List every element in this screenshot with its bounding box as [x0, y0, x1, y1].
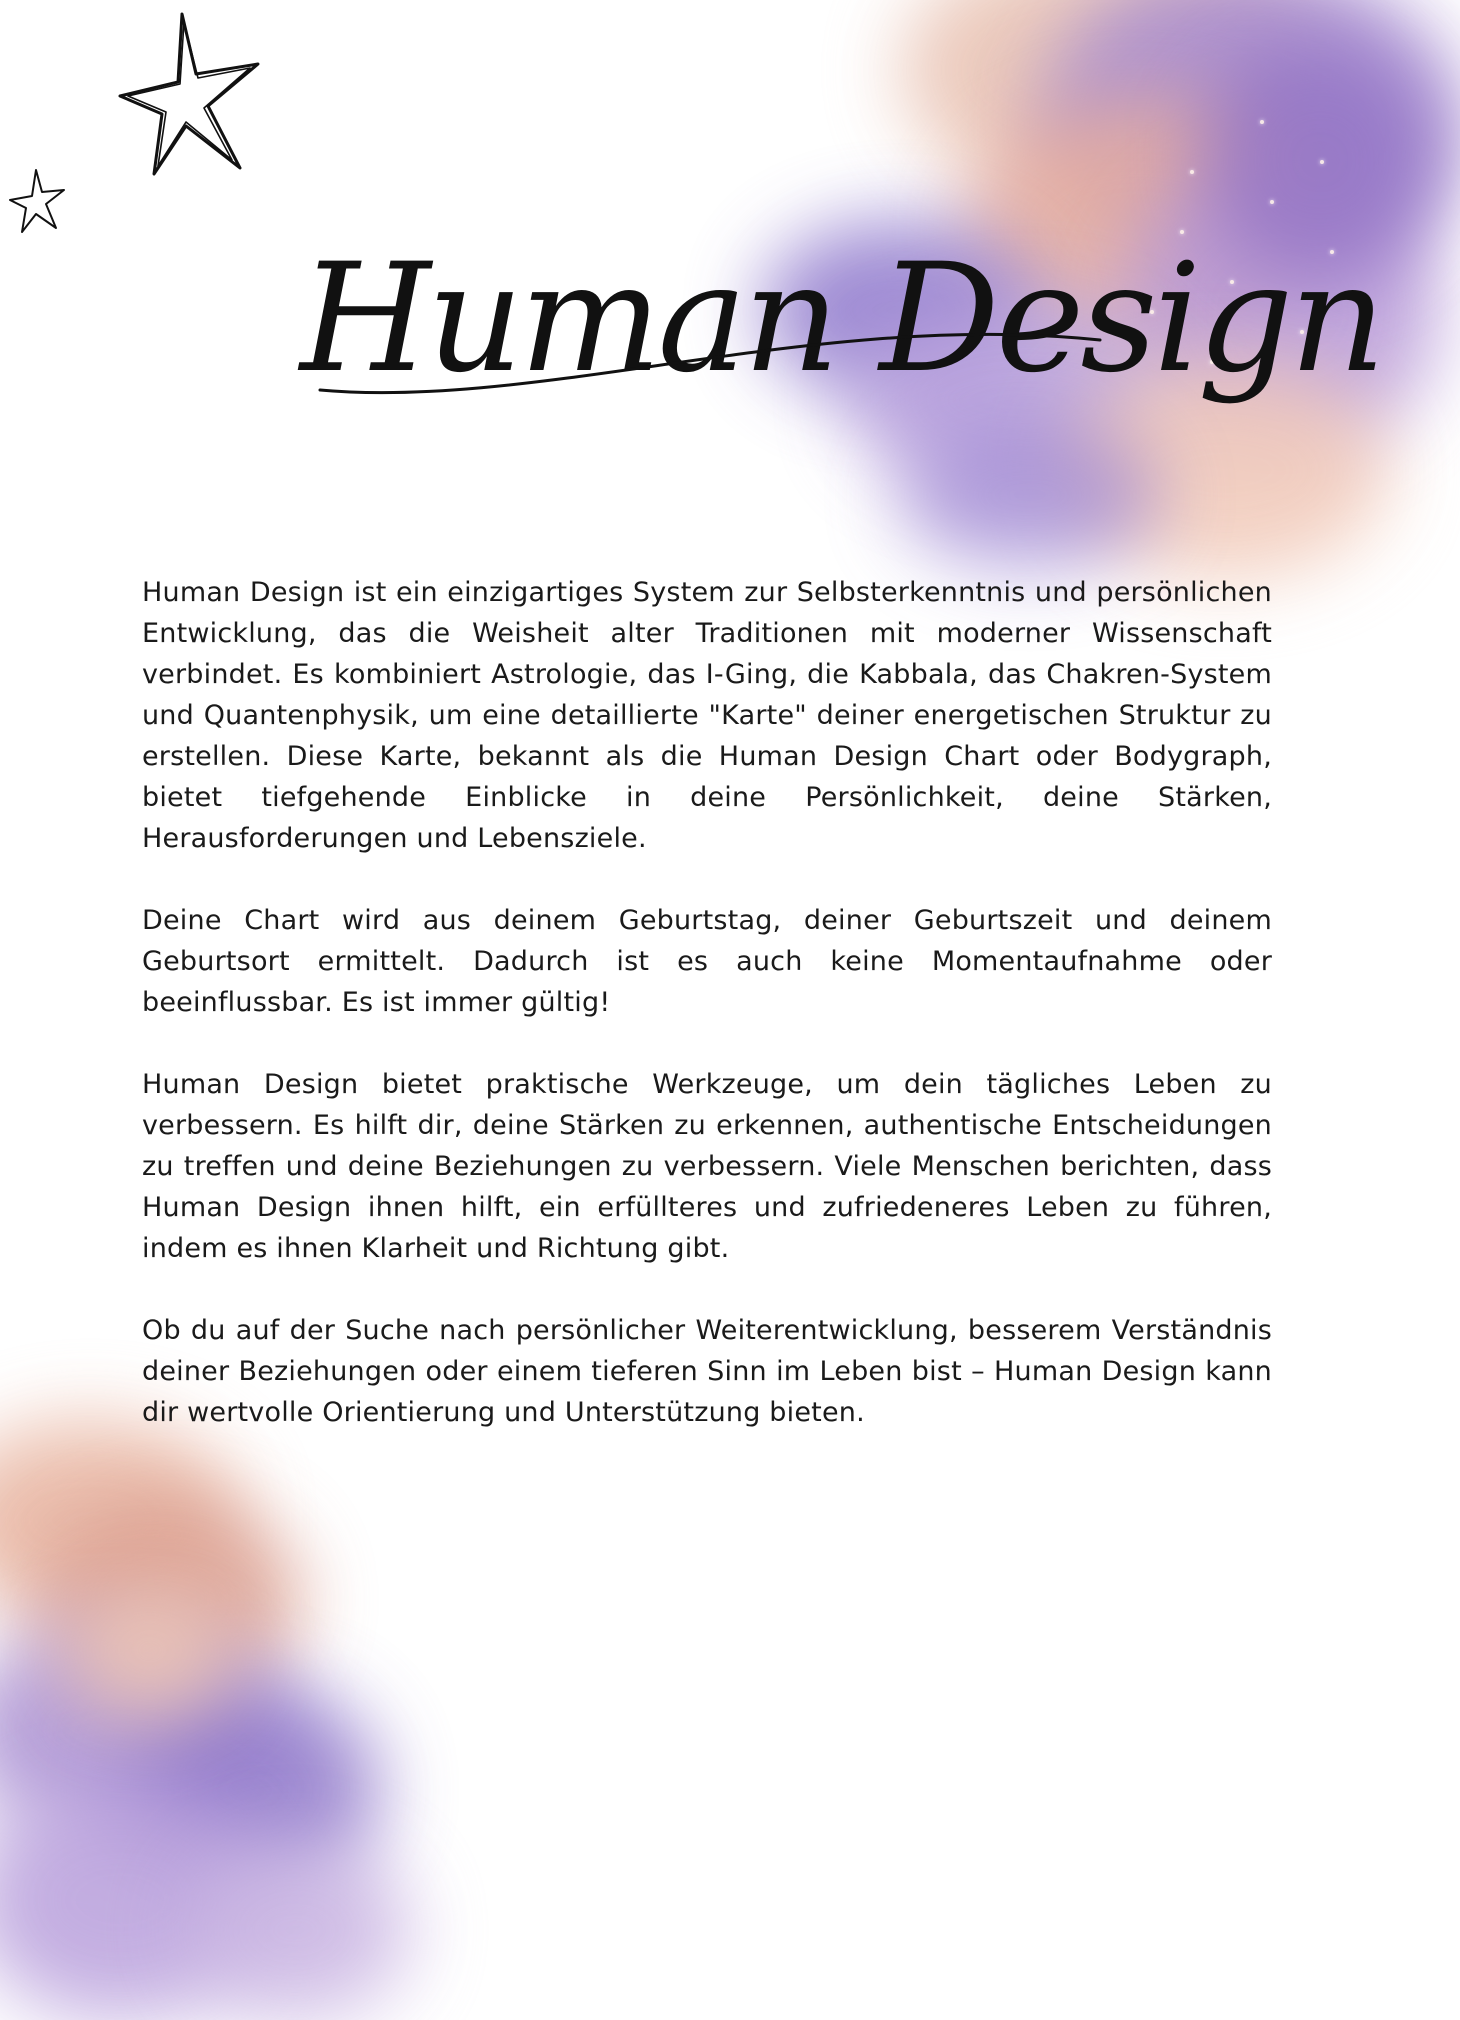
paragraph-benefits: Human Design bietet praktische Werkzeuge, um dein tägliches Leben zu verbessern. Es hilft dir, deine Stärken zu erkennen, authentische Entscheidungen zu treffen und deine Beziehungen zu verbessern. Viele Menschen berichten, dass Human Design ihnen hilft, ein erfüllteres und zufriedeneres Leben zu führen, indem es ihnen Klarheit und Richtung gibt.: [142, 1069, 1272, 1264]
small-star-icon: [6, 166, 68, 236]
paragraph-closing: Ob du auf der Suche nach persönlicher Weiterentwicklung, besserem Verständnis deiner Beziehungen oder einem tieferen Sinn im Leben bist – Human Design kann dir wertvolle Orientierung und Unterstützung bieten.: [142, 1315, 1272, 1428]
body-text: [142, 572, 1272, 1474]
page-title-text: Human Design: [300, 232, 1382, 406]
large-star-icon: [112, 8, 262, 178]
page-title: [280, 200, 1382, 450]
paragraph-chart: Deine Chart wird aus deinem Geburtstag, deiner Geburtszeit und deinem Geburtsort ermittelt. Dadurch ist es auch keine Momentaufnahme oder beeinflussbar. Es ist immer gültig!: [142, 905, 1272, 1018]
paragraph-intro: Human Design ist ein einzigartiges System zur Selbsterkenntnis und persönlichen Entwicklung, das die Weisheit alter Traditionen mit moderner Wissenschaft verbindet. Es kombiniert Astrologie, das I-Ging, die Kabbala, das Chakren-System und Quantenphysik, um eine detaillierte "Karte" deiner energetischen Struktur zu erstellen. Diese Karte, bekannt als die Human Design Chart oder Bodygraph, bietet tiefgehende Einblicke in deine Persönlichkeit, deine Stärken, Herausforderungen und Lebensziele.: [142, 577, 1272, 854]
